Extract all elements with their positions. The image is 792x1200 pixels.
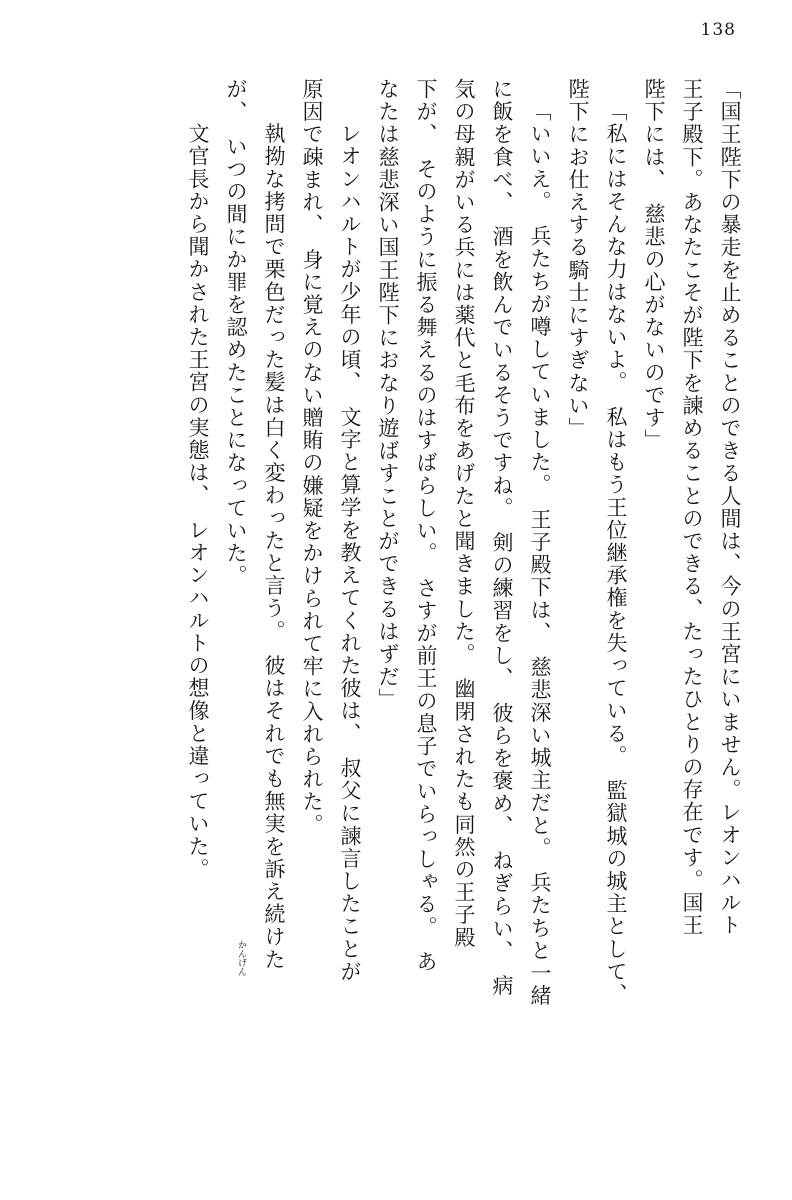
text-column: 「私にはそんな力はないよ。 私はもう王位継承権を失っている。 監獄城の城主として、 [604, 100, 628, 1006]
body-text [40, 78, 740, 1160]
ruby-annotation: かんげん [236, 940, 246, 976]
text-column: 気の母親がいる兵には薬代と毛布をあげたと聞きました。 幽閉されたも同然の王子殿 [452, 78, 476, 949]
text-column: 陛下にお仕えする騎士にすぎない」 [566, 78, 590, 440]
text-column: 「いいえ。 兵たちが噂していました。 王子殿下は、 慈悲深い城主だと。 兵たちと一緒 [528, 100, 552, 1008]
text-column: 執拗な拷問で栗色だった髪は白く変わったと言う。 彼はそれでも無実を訴え続けた [262, 100, 286, 971]
text-column: 原因で疎まれ、 身に覚えのない贈賄の嫌疑をかけられて牢に入れられた。 [300, 78, 324, 836]
text-column: 陛下には、 慈悲の心がないのです」 [642, 78, 666, 452]
text-column: 王子殿下。あなたこそが陛下を諫めることのできる、たったひとりの存在です。国王 [680, 78, 704, 937]
text-column: レオンハルトが少年の頃、 文字と算学を教えてくれた彼は、 叔父に諫言したことが [338, 100, 362, 983]
text-column: なたは慈悲深い国王陛下におなり遊ばすことができるはずだ」 [376, 78, 400, 711]
text-column: 「国王陛下の暴走を止めることのできる人間は、今の王宮にいません。レオンハルト [718, 78, 742, 937]
text-column: が、 いつの間にか罪を認めたことになっていた。 [224, 78, 248, 588]
text-column: に飯を食べ、 酒を飲んでいるそうですね。 剣の練習をし、 彼らを褒め、 ねぎらい、 病 [490, 78, 514, 998]
text-column: 下が、 そのように振る舞えるのはすばらしい。 さすが前王の息子でいらっしゃる。 あ [414, 78, 438, 974]
page-number: 138 [700, 20, 736, 40]
text-column: 文官長から聞かされた王宮の実態は、 レオンハルトの想像と違っていた。 [186, 100, 210, 881]
